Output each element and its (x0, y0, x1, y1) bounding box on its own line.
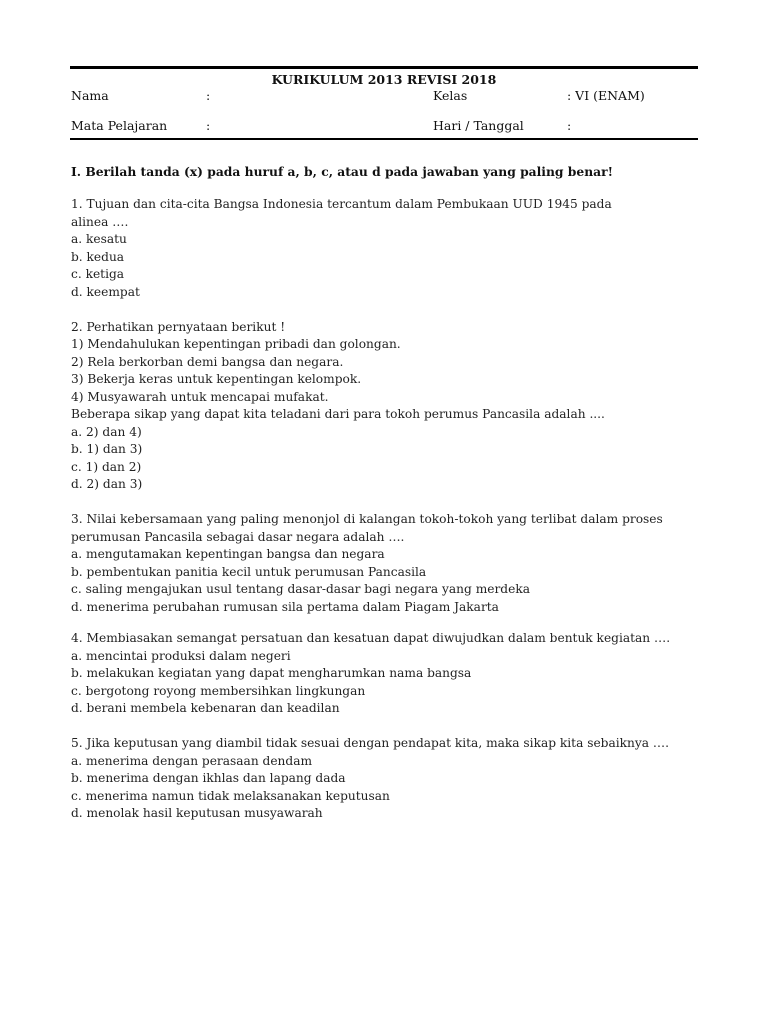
q3-option-b: b. pembentukan panitia kecil untuk perumusan Pancasila (71, 564, 427, 579)
q3-option-a: a. mengutamakan kepentingan bangsa dan negara (71, 547, 385, 561)
q4-option-d: d. berani membela kebenaran dan keadilan (71, 701, 340, 715)
q2-option-a: a. 2) dan 4) (71, 424, 142, 439)
q2-line: 2. Perhatikan pernyataan berikut ! (71, 319, 286, 334)
header-top-rule (70, 66, 698, 69)
q1-line: 1. Tujuan dan cita-cita Bangsa Indonesia tercantum dalam Pembukaan UUD 1945 pada (71, 197, 612, 211)
nama-label: Nama (71, 88, 109, 103)
q1-option-b: b. kedua (71, 249, 125, 264)
q5-option-a: a. menerima dengan perasaan dendam (71, 753, 313, 768)
q1-option-c: c. ketiga (71, 267, 125, 281)
q4-option-b: b. melakukan kegiatan yang dapat mengharumkan nama bangsa (71, 666, 472, 680)
q1-option-a: a. kesatu (71, 232, 127, 246)
q5-option-c: c. menerima namun tidak melaksanakan keputusan (71, 788, 390, 803)
q3-option-d: d. menerima perubahan rumusan sila pertama dalam Piagam Jakarta (71, 599, 499, 614)
q4-line: 4. Membiasakan semangat persatuan dan kesatuan dapat diwujudkan dalam bentuk kegiatan …. (71, 631, 671, 645)
q1-option-d: d. keempat (71, 284, 140, 299)
q5-line: 5. Jika keputusan yang diambil tidak sesuai dengan pendapat kita, maka sikap kita sebaiknya …. (71, 736, 669, 750)
q3-line: 3. Nilai kebersamaan yang paling menonjol di kalangan tokoh-tokoh yang terlibat dalam proses (71, 512, 663, 526)
q2-line: Beberapa sikap yang dapat kita teladani dari para tokoh perumus Pancasila adalah .... (71, 407, 605, 421)
q2-statement: 3) Bekerja keras untuk kepentingan kelompok. (71, 372, 362, 386)
q4-option-c: c. bergotong royong membersihkan lingkungan (71, 683, 366, 698)
page-title: KURIKULUM 2013 REVISI 2018 (271, 72, 497, 87)
hari-label: Hari / Tanggal (433, 118, 524, 133)
q2-statement: 4) Musyawarah untuk mencapai mufakat. (71, 389, 329, 404)
mapel-label: Mata Pelajaran (71, 118, 168, 133)
kelas-value: : VI (ENAM) (567, 88, 645, 103)
q3-option-c: c. saling mengajukan usul tentang dasar-dasar bagi negara yang merdeka (71, 582, 530, 596)
q1-line: alinea …. (71, 214, 129, 229)
q2-statement: 1) Mendahulukan kepentingan pribadi dan golongan. (71, 337, 401, 351)
q2-option-b: b. 1) dan 3) (71, 442, 143, 456)
hari-colon: : (567, 118, 572, 133)
q5-option-d: d. menolak hasil keputusan musyawarah (71, 806, 323, 820)
q2-statement: 2) Rela berkorban demi bangsa dan negara. (71, 354, 344, 369)
q2-option-d: d. 2) dan 3) (71, 477, 143, 491)
kelas-label: Kelas (433, 88, 468, 103)
mapel-colon: : (206, 118, 211, 133)
q5-option-b: b. menerima dengan ikhlas dan lapang dada (71, 771, 346, 785)
header-bottom-rule (70, 138, 698, 140)
nama-colon: : (206, 88, 211, 103)
instruction-text: I. Berilah tanda (x) pada huruf a, b, c, atau d pada jawaban yang paling benar! (71, 164, 614, 179)
q4-option-a: a. mencintai produksi dalam negeri (71, 648, 291, 663)
q3-line: perumusan Pancasila sebagai dasar negara adalah …. (71, 529, 405, 544)
q2-option-c: c. 1) dan 2) (71, 459, 142, 474)
